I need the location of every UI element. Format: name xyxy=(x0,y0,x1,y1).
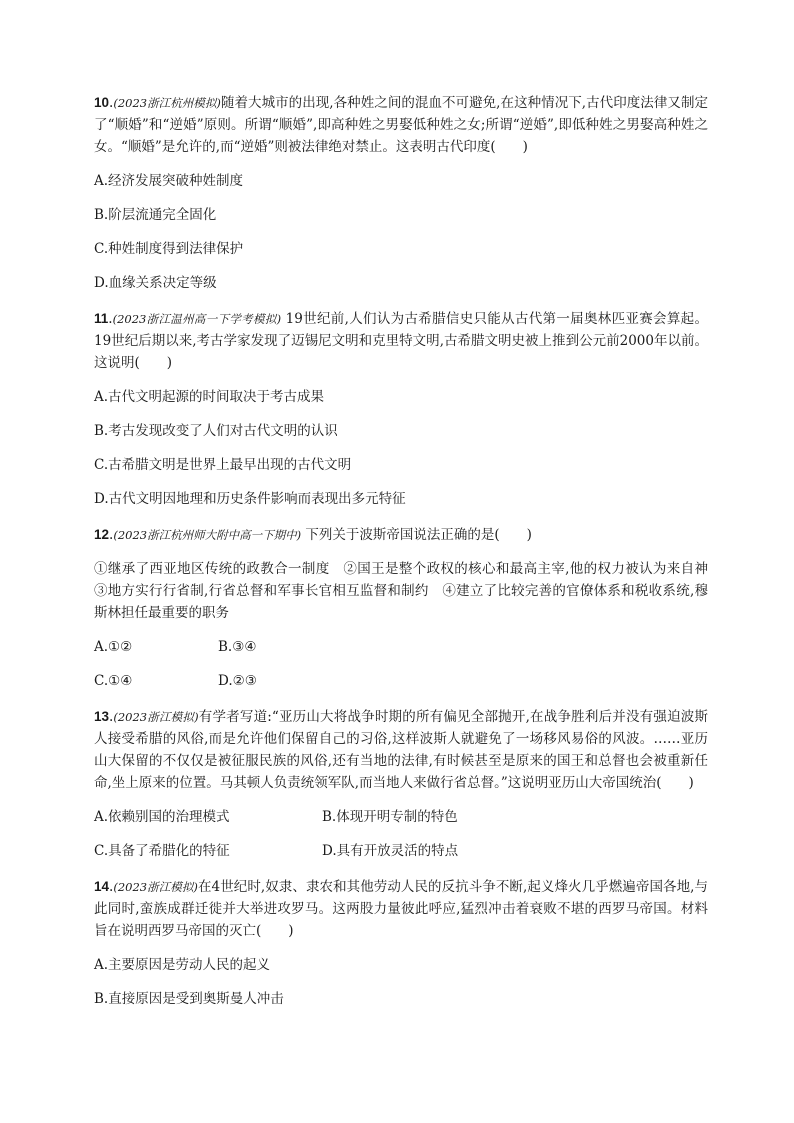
option-a: A.①② xyxy=(94,639,133,655)
question-source: (2023浙江杭州师大附中高一下期中) xyxy=(113,528,302,542)
option-b: B.阶层流通完全固化 xyxy=(94,207,217,223)
question-stem: 在4世纪时,奴隶、隶农和其他劳动人民的反抗斗争不断,起义烽火几乎燃遍帝国各地,与此同时,蛮族成群迁徙并大举进攻罗马。这两股力量彼此呼应,猛烈冲击着衰败不堪的西罗马帝国。材料旨在说明西罗马帝国的灭亡( ) xyxy=(94,879,708,939)
option-b: B.考古发现改变了人们对古代文明的认识 xyxy=(94,423,338,439)
question-stem: 19世纪前,人们认为古希腊信史只能从古代第一届奥林匹亚赛会算起。19世纪后期以来,考古学家发现了迈锡尼文明和克里特文明,古希腊文明史被上推到公元前2000年以前。这说明( ) xyxy=(94,311,708,371)
option-a: A.主要原因是劳动人民的起义 xyxy=(94,957,271,973)
question-stem: 下列关于波斯帝国说法正确的是( ) xyxy=(301,527,532,543)
option-row xyxy=(94,670,708,692)
option-d: D.血缘关系决定等级 xyxy=(94,275,217,291)
question-page xyxy=(94,92,722,1010)
question-stem: 随着大城市的出现,各种姓之间的混血不可避免,在这种情况下,古代印度法律又制定了“顺婚”和“逆婚”原则。所谓“顺婚”,即高种姓之男娶低种姓之女;所谓“逆婚”,即低种姓之男娶高种姓之女。“顺婚”是允许的,而“逆婚”则被法律绝对禁止。这表明古代印度( ) xyxy=(94,95,708,155)
option-c: C.古希腊文明是世界上最早出现的古代文明 xyxy=(94,457,352,473)
question-12: 12.(2023浙江杭州师大附中高一下期中) 下列关于波斯帝国说法正确的是( ) xyxy=(94,527,532,543)
question-number: 11 xyxy=(94,311,109,326)
option-row xyxy=(94,806,708,828)
question-source: (2023浙江杭州模拟) xyxy=(113,96,221,110)
question-number: 10 xyxy=(94,95,110,110)
question-number: 13 xyxy=(94,709,110,724)
question-10: 10.(2023浙江杭州模拟)随着大城市的出现,各种姓之间的混血不可避免,在这种情况下,古代印度法律又制定了“顺婚”和“逆婚”原则。所谓“顺婚”,即高种姓之男娶低种姓之女;所谓“逆婚”,即低种姓之男娶高种姓之女。“顺婚”是允许的,而“逆婚”则被法律绝对禁止。这表明古代印度( ) xyxy=(94,95,708,155)
option-c: C.种姓制度得到法律保护 xyxy=(94,241,244,257)
option-d: D.古代文明因地理和历史条件影响而表现出多元特征 xyxy=(94,491,406,507)
option-row xyxy=(94,840,708,862)
option-c: C.①④ xyxy=(94,673,133,689)
question-stem: 有学者写道:“亚历山大将战争时期的所有偏见全部抛开,在战争胜利后并没有强迫波斯人接受希腊的风俗,而是允许他们保留自己的习俗,这样波斯人就避免了一场移风易俗的风波。……亚历山大保留的不仅仅是被征服民族的风俗,还有当地的法律,有时候甚至是原来的国王和总督也会被重新任命,坐上原来的位置。马其顿人负责统领军队,而当地人来做行省总督。”这说明亚历山大帝国统治( ) xyxy=(94,709,708,791)
option-a: A.古代文明起源的时间取决于考古成果 xyxy=(94,389,325,405)
question-number: 14 xyxy=(94,879,110,894)
option-b: B.③④ xyxy=(218,639,257,655)
option-b: B.直接原因是受到奥斯曼人冲击 xyxy=(94,991,284,1007)
option-d: D.②③ xyxy=(218,673,257,689)
option-c: C.具备了希腊化的特征 xyxy=(94,843,230,859)
option-a: A.依赖别国的治理模式 xyxy=(94,809,230,825)
option-row xyxy=(94,636,708,658)
question-statements: ①继承了西亚地区传统的政教合一制度 ②国王是整个政权的核心和最高主宰,他的权力被认为来自神 ③地方实行行省制,行省总督和军事长官相互监督和制约 ④建立了比较完善的官僚体系和税收系统,穆斯林担任最重要的职务 xyxy=(94,561,722,621)
question-source: (2023浙江模拟) xyxy=(113,710,199,724)
option-b: B.体现开明专制的特色 xyxy=(322,809,458,825)
question-number: 12 xyxy=(94,527,110,542)
question-source: (2023浙江温州高一下学考模拟) xyxy=(112,312,282,326)
option-a: A.经济发展突破种姓制度 xyxy=(94,173,244,189)
question-source: (2023浙江模拟) xyxy=(113,880,198,894)
option-d: D.具有开放灵活的特点 xyxy=(322,843,459,859)
question-13: 13.(2023浙江模拟)有学者写道:“亚历山大将战争时期的所有偏见全部抛开,在战争胜利后并没有强迫波斯人接受希腊的风俗,而是允许他们保留自己的习俗,这样波斯人就避免了一场移风易俗的风波。……亚历山大保留的不仅仅是被征服民族的风俗,还有当地的法律,有时候甚至是原来的国王和总督也会被重新任命,坐上原来的位置。马其顿人负责统领军队,而当地人来做行省总督。”这说明亚历山大帝国统治( ) xyxy=(94,709,708,791)
question-14: 14.(2023浙江模拟)在4世纪时,奴隶、隶农和其他劳动人民的反抗斗争不断,起义烽火几乎燃遍帝国各地,与此同时,蛮族成群迁徙并大举进攻罗马。这两股力量彼此呼应,猛烈冲击着衰败不堪的西罗马帝国。材料旨在说明西罗马帝国的灭亡( ) xyxy=(94,879,708,939)
question-11: 11.(2023浙江温州高一下学考模拟) 19世纪前,人们认为古希腊信史只能从古代第一届奥林匹亚赛会算起。19世纪后期以来,考古学家发现了迈锡尼文明和克里特文明,古希腊文明史被上推到公元前2000年以前。这说明( ) xyxy=(94,311,708,371)
